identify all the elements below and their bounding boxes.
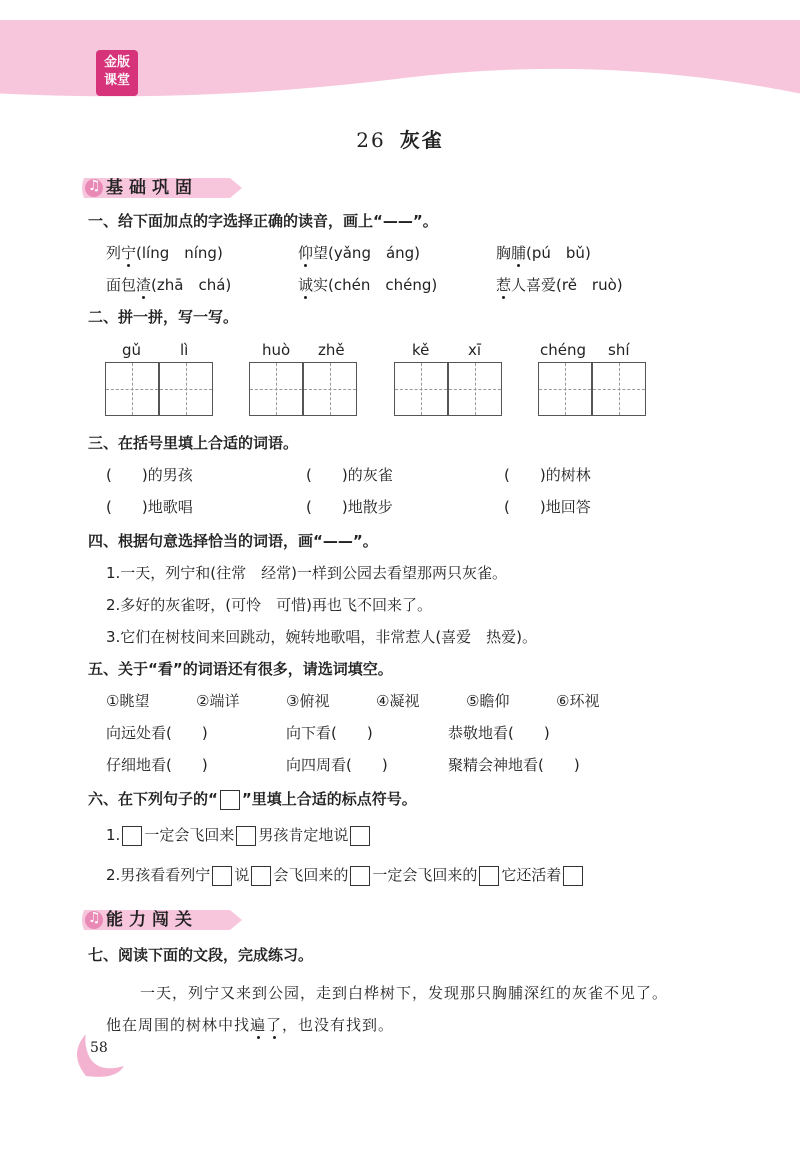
passage-part: ，也没有找到。 <box>282 1016 395 1034</box>
lesson-title <box>0 124 800 153</box>
section-banner-ability <box>80 908 250 932</box>
q3-item: ( )地回答 <box>504 498 591 516</box>
s1-part: 一定会飞回来 <box>144 826 235 844</box>
writing-box[interactable] <box>303 362 357 416</box>
q5-item: 向远处看( ) <box>106 724 208 742</box>
q1-item-5: 诚实(chén chéng) <box>298 276 438 294</box>
lesson-number: 26 <box>356 128 386 152</box>
punct-box[interactable] <box>479 866 499 886</box>
writing-box[interactable] <box>448 362 502 416</box>
s2-part: 一定会飞回来的 <box>372 866 478 884</box>
q3-item: ( )的树林 <box>504 466 591 484</box>
pinyin-1b: lì <box>180 341 189 359</box>
section-banner-basic <box>80 176 250 200</box>
punct-box[interactable] <box>350 826 370 846</box>
q5-option: ①眺望 <box>106 692 150 710</box>
passage-dotted-char: 了 <box>266 1016 283 1034</box>
writing-box[interactable] <box>249 362 303 416</box>
q3-item: ( )的灰雀 <box>306 466 393 484</box>
writing-box[interactable] <box>394 362 448 416</box>
section-title-basic: 基础巩固 <box>106 178 198 198</box>
logo-line1: 金版 <box>103 55 130 70</box>
punct-box[interactable] <box>251 866 271 886</box>
q6-title-pre: 六、在下列句子的“ <box>88 790 218 808</box>
q5-option: ④凝视 <box>376 692 420 710</box>
q3-item: ( )地散步 <box>306 498 393 516</box>
q1-item-3: 胸脯(pú bǔ) <box>496 244 591 262</box>
punct-box[interactable] <box>212 866 232 886</box>
punct-box[interactable] <box>350 866 370 886</box>
s2-part: 说 <box>234 866 250 884</box>
music-note-icon: ♫ <box>88 178 101 194</box>
q7-title: 七、阅读下面的文段，完成练习。 <box>88 946 314 964</box>
q1-title: 一、给下面加点的字选择正确的读音，画上“——”。 <box>88 212 438 230</box>
s2-part: 它还活着 <box>501 866 562 884</box>
logo-line2: 课堂 <box>103 73 130 88</box>
punct-box[interactable] <box>563 866 583 886</box>
pinyin-4b: shí <box>608 341 630 359</box>
q1-item-2: 仰望(yǎng áng) <box>298 244 421 262</box>
s1-part: 1. <box>106 826 121 844</box>
passage-line-1: 一天，列宁又来到公园，走到白桦树下，发现那只胸脯深红的灰雀不见了。 <box>140 984 669 1002</box>
q5-item: 仔细地看( ) <box>106 756 208 774</box>
sample-box <box>220 790 240 810</box>
s2-part: 2.男孩看看列宁 <box>106 866 211 884</box>
brand-logo <box>96 50 138 96</box>
s1-part: 男孩肯定地说 <box>258 826 349 844</box>
q5-option: ⑥环视 <box>556 692 600 710</box>
pinyin-4a: chéng <box>540 341 587 359</box>
pinyin-2b: zhě <box>318 341 345 359</box>
q6-title <box>88 788 417 810</box>
punct-box[interactable] <box>236 826 256 846</box>
q1-item-6: 惹人喜爱(rě ruò) <box>496 276 623 294</box>
q4-title: 四、根据句意选择恰当的词语，画“——”。 <box>88 532 378 550</box>
q1-item-1: 列宁(líng níng) <box>106 244 223 262</box>
q4-line-2: 2.多好的灰雀呀，(可怜 可惜)再也飞不回来了。 <box>106 596 433 614</box>
passage-dotted-char: 遍 <box>250 1016 267 1034</box>
q1-item-4: 面包渣(zhā chá) <box>106 276 232 294</box>
q4-line-1: 1.一天，列宁和(往常 经常)一样到公园去看望那两只灰雀。 <box>106 564 508 582</box>
q4-line-3: 3.它们在树枝间来回跳动，婉转地歌唱，非常惹人(喜爱 热爱)。 <box>106 628 538 646</box>
q2-title: 二、拼一拼，写一写。 <box>88 308 239 326</box>
q6-sentence-2 <box>106 864 585 886</box>
pinyin-3b: xī <box>468 341 482 359</box>
q5-option: ②端详 <box>196 692 240 710</box>
punct-box[interactable] <box>122 826 142 846</box>
pinyin-1a: gǔ <box>122 341 142 359</box>
writing-box[interactable] <box>105 362 159 416</box>
writing-box[interactable] <box>159 362 213 416</box>
writing-box[interactable] <box>538 362 592 416</box>
q3-title: 三、在括号里填上合适的词语。 <box>88 434 299 452</box>
q5-option: ③俯视 <box>286 692 330 710</box>
page-number: 58 <box>90 1040 108 1056</box>
q5-item: 聚精会神地看( ) <box>448 756 580 774</box>
section-title-ability: 能力闯关 <box>106 910 198 930</box>
q5-option: ⑤瞻仰 <box>466 692 510 710</box>
s2-part: 会飞回来的 <box>273 866 349 884</box>
q5-item: 向四周看( ) <box>286 756 388 774</box>
pinyin-2a: huò <box>262 341 291 359</box>
q5-item: 恭敬地看( ) <box>448 724 550 742</box>
q3-item: ( )地歌唱 <box>106 498 193 516</box>
q6-title-post: ”里填上合适的标点符号。 <box>241 790 417 808</box>
writing-box[interactable] <box>592 362 646 416</box>
q3-item: ( )的男孩 <box>106 466 193 484</box>
passage-line-2 <box>106 1014 394 1035</box>
passage-part: 他在周围的树林中找 <box>106 1016 251 1034</box>
q6-sentence-1 <box>106 824 372 846</box>
q5-item: 向下看( ) <box>286 724 373 742</box>
music-note-icon: ♫ <box>88 910 101 926</box>
lesson-name: 灰雀 <box>399 128 444 152</box>
pinyin-3a: kě <box>412 341 430 359</box>
q5-title: 五、关于“看”的词语还有很多，请选词填空。 <box>88 660 393 678</box>
